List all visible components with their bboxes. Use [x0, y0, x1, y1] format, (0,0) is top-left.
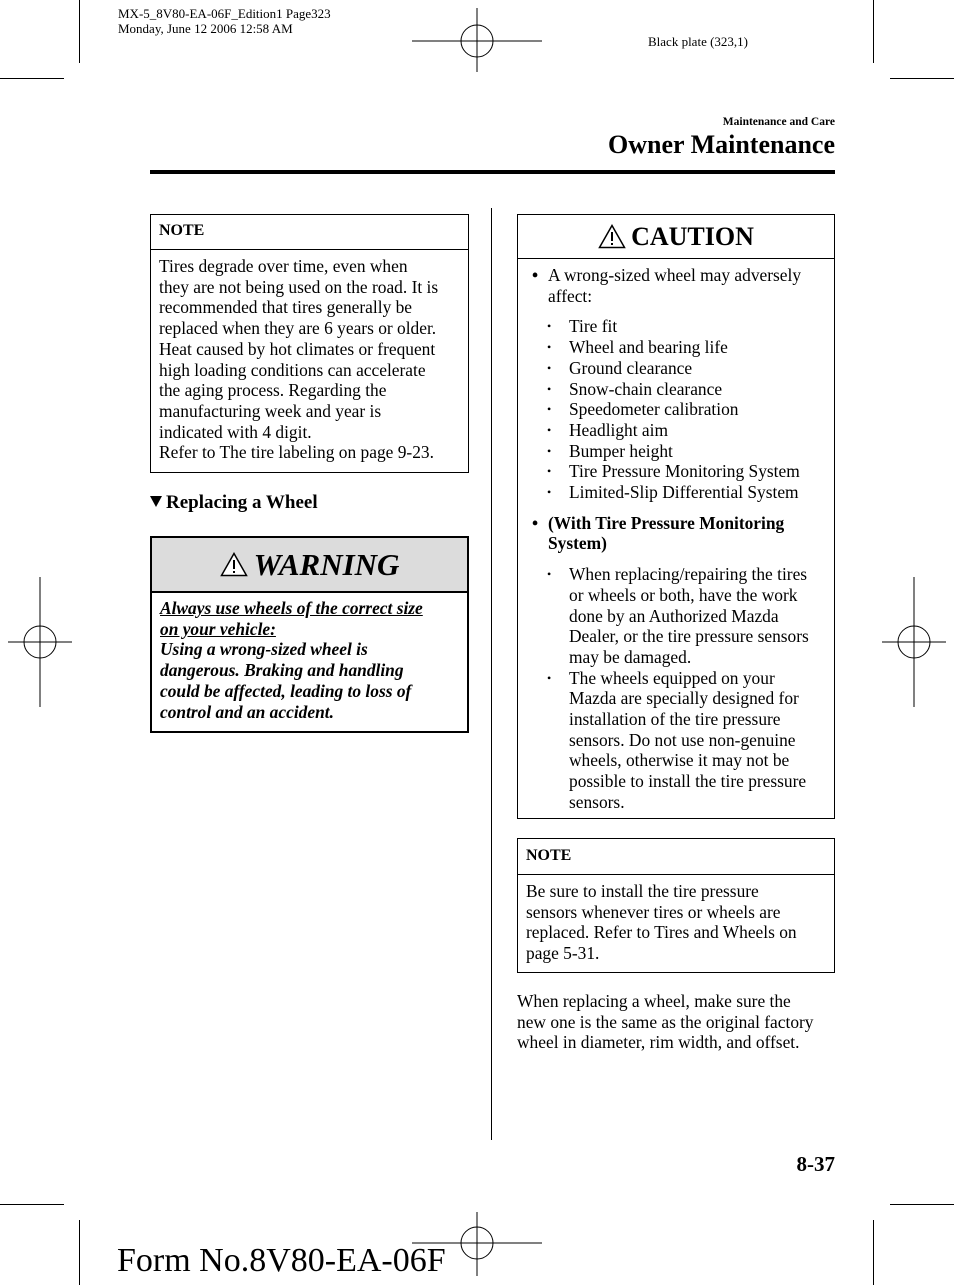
print-file-info — [118, 6, 331, 36]
caution-bullet-line: affect: — [548, 285, 593, 306]
note-box — [150, 214, 469, 473]
list-item-line: sensors. — [569, 791, 625, 812]
list-item-line: sensors. Do not use non-genuine — [569, 729, 796, 750]
list-item-text: Snow-chain clearance — [569, 378, 723, 399]
bullet-icon: • — [547, 464, 552, 479]
warning-header — [152, 538, 467, 593]
crop-mark — [0, 78, 64, 79]
warning-line: on your vehicle: — [160, 618, 276, 639]
list-item-text: Wheel and bearing life — [569, 337, 728, 358]
list-item-line: or wheels or both, have the work — [569, 584, 798, 605]
note-box — [517, 838, 835, 973]
body-paragraph — [517, 991, 837, 1053]
note-line: page 5-31. — [526, 943, 600, 964]
bullet-icon: • — [547, 360, 552, 375]
caution-bullet — [526, 265, 830, 306]
plate-label: Black plate (323,1) — [648, 34, 748, 49]
list-item — [526, 441, 830, 462]
bullet-icon: • — [547, 319, 552, 334]
caution-sublist — [526, 564, 830, 812]
bullet-icon: • — [547, 567, 552, 582]
caution-box — [517, 214, 835, 819]
warning-body — [152, 593, 467, 722]
list-item-line: possible to install the tire pressure — [569, 771, 807, 792]
list-item-text: Tire fit — [569, 316, 618, 337]
list-item-line: When replacing/repairing the tires — [569, 564, 808, 585]
bullet-icon: • — [547, 422, 552, 437]
column-divider — [491, 208, 492, 1140]
caution-triangle-icon — [598, 224, 626, 249]
form-number: Form No.8V80-EA-06F — [117, 1242, 446, 1279]
registration-mark-top — [412, 8, 542, 72]
list-item-line: may be damaged. — [569, 646, 692, 667]
triangle-down-icon — [150, 496, 162, 507]
bullet-icon: • — [532, 265, 539, 285]
list-item — [526, 399, 830, 420]
note-line: recommended that tires generally be — [159, 297, 413, 318]
list-item-text: Ground clearance — [569, 357, 693, 378]
list-item-text: Limited-Slip Differential System — [569, 482, 799, 503]
list-item — [526, 461, 830, 482]
section-heading — [150, 492, 318, 514]
crop-mark — [79, 0, 80, 63]
header-rule — [150, 170, 835, 174]
file-name: MX-5_8V80-EA-06F_Edition1 Page323 — [118, 6, 331, 21]
caution-bullet — [526, 513, 830, 554]
section-name: Maintenance and Care — [722, 116, 835, 128]
note-line: indicated with 4 digit. — [159, 421, 312, 442]
warning-line: could be affected, leading to loss of — [160, 680, 412, 701]
list-item-line: installation of the tire pressure — [569, 709, 781, 730]
list-item-line: Dealer, or the tire pressure sensors — [569, 626, 809, 647]
bullet-icon: • — [547, 670, 552, 685]
warning-triangle-icon — [220, 552, 248, 577]
note-body — [518, 875, 834, 964]
note-line: Tires degrade over time, even when — [159, 256, 408, 276]
list-item-line: Mazda are specially designed for — [569, 688, 799, 709]
crop-mark — [873, 1220, 874, 1285]
list-item — [526, 668, 830, 813]
warning-line: control and an accident. — [160, 701, 334, 722]
caution-body — [518, 259, 834, 813]
list-item — [526, 420, 830, 441]
paragraph-line: When replacing a wheel, make sure the — [517, 991, 791, 1011]
crop-mark — [0, 1204, 64, 1205]
bullet-icon: • — [547, 340, 552, 355]
crop-mark — [890, 78, 954, 79]
note-line: replaced when they are 6 years or older. — [159, 318, 437, 339]
note-line: replaced. Refer to Tires and Wheels on — [526, 922, 797, 943]
crop-mark — [79, 1220, 80, 1285]
list-item — [526, 379, 830, 400]
list-item-text: Tire Pressure Monitoring System — [569, 461, 800, 482]
section-heading-text: Replacing a Wheel — [166, 492, 318, 513]
warning-line: Using a wrong-sized wheel is — [160, 639, 368, 660]
warning-line: dangerous. Braking and handling — [160, 660, 404, 681]
list-item — [526, 482, 830, 503]
caution-bullet-line: System) — [548, 533, 607, 554]
list-item-line: done by an Authorized Mazda — [569, 605, 779, 626]
bullet-icon: • — [547, 485, 552, 500]
caution-sublist — [526, 316, 830, 502]
list-item-line: wheels, otherwise it may not be — [569, 750, 790, 771]
bullet-icon: • — [532, 512, 539, 533]
note-line: Be sure to install the tire pressure — [526, 881, 759, 901]
bullet-icon: • — [547, 381, 552, 396]
list-item — [526, 337, 830, 358]
note-line: sensors whenever tires or wheels are — [526, 901, 781, 922]
warning-title: WARNING — [253, 546, 400, 582]
bullet-icon: • — [547, 402, 552, 417]
page-title: Owner Maintenance — [608, 130, 835, 159]
caution-title: CAUTION — [631, 221, 754, 251]
note-heading: NOTE — [151, 215, 468, 250]
crop-mark — [890, 1204, 954, 1205]
note-line: manufacturing week and year is — [159, 400, 382, 421]
print-date: Monday, June 12 2006 12:58 AM — [118, 21, 293, 36]
registration-mark-right — [882, 577, 946, 707]
caution-bullet-line: A wrong-sized wheel may adversely — [548, 265, 802, 285]
paragraph-line: wheel in diameter, rim width, and offset. — [517, 1032, 800, 1053]
list-item — [526, 564, 830, 668]
note-line: Refer to The tire labeling on page 9-23. — [159, 442, 434, 463]
page-number: 8-37 — [796, 1152, 835, 1176]
note-line: Heat caused by hot climates or frequent — [159, 338, 436, 359]
caution-header — [518, 215, 834, 259]
warning-line: Always use wheels of the correct size — [160, 598, 423, 618]
bullet-icon: • — [547, 443, 552, 458]
note-body — [151, 250, 468, 463]
warning-box — [150, 536, 469, 733]
list-item — [526, 316, 830, 337]
note-line: the aging process. Regarding the — [159, 380, 387, 401]
list-item-text: Headlight aim — [569, 419, 669, 440]
caution-bullet-line: (With Tire Pressure Monitoring — [548, 512, 785, 533]
list-item — [526, 358, 830, 379]
note-line: high loading conditions can accelerate — [159, 359, 426, 380]
registration-mark-left — [8, 577, 72, 707]
paragraph-line: new one is the same as the original factory — [517, 1011, 814, 1032]
crop-mark — [873, 0, 874, 63]
note-line: they are not being used on the road. It is — [159, 276, 439, 297]
list-item-text: Bumper height — [569, 440, 673, 461]
note-heading: NOTE — [518, 839, 834, 875]
list-item-line: The wheels equipped on your — [569, 667, 775, 688]
list-item-text: Speedometer calibration — [569, 399, 739, 420]
